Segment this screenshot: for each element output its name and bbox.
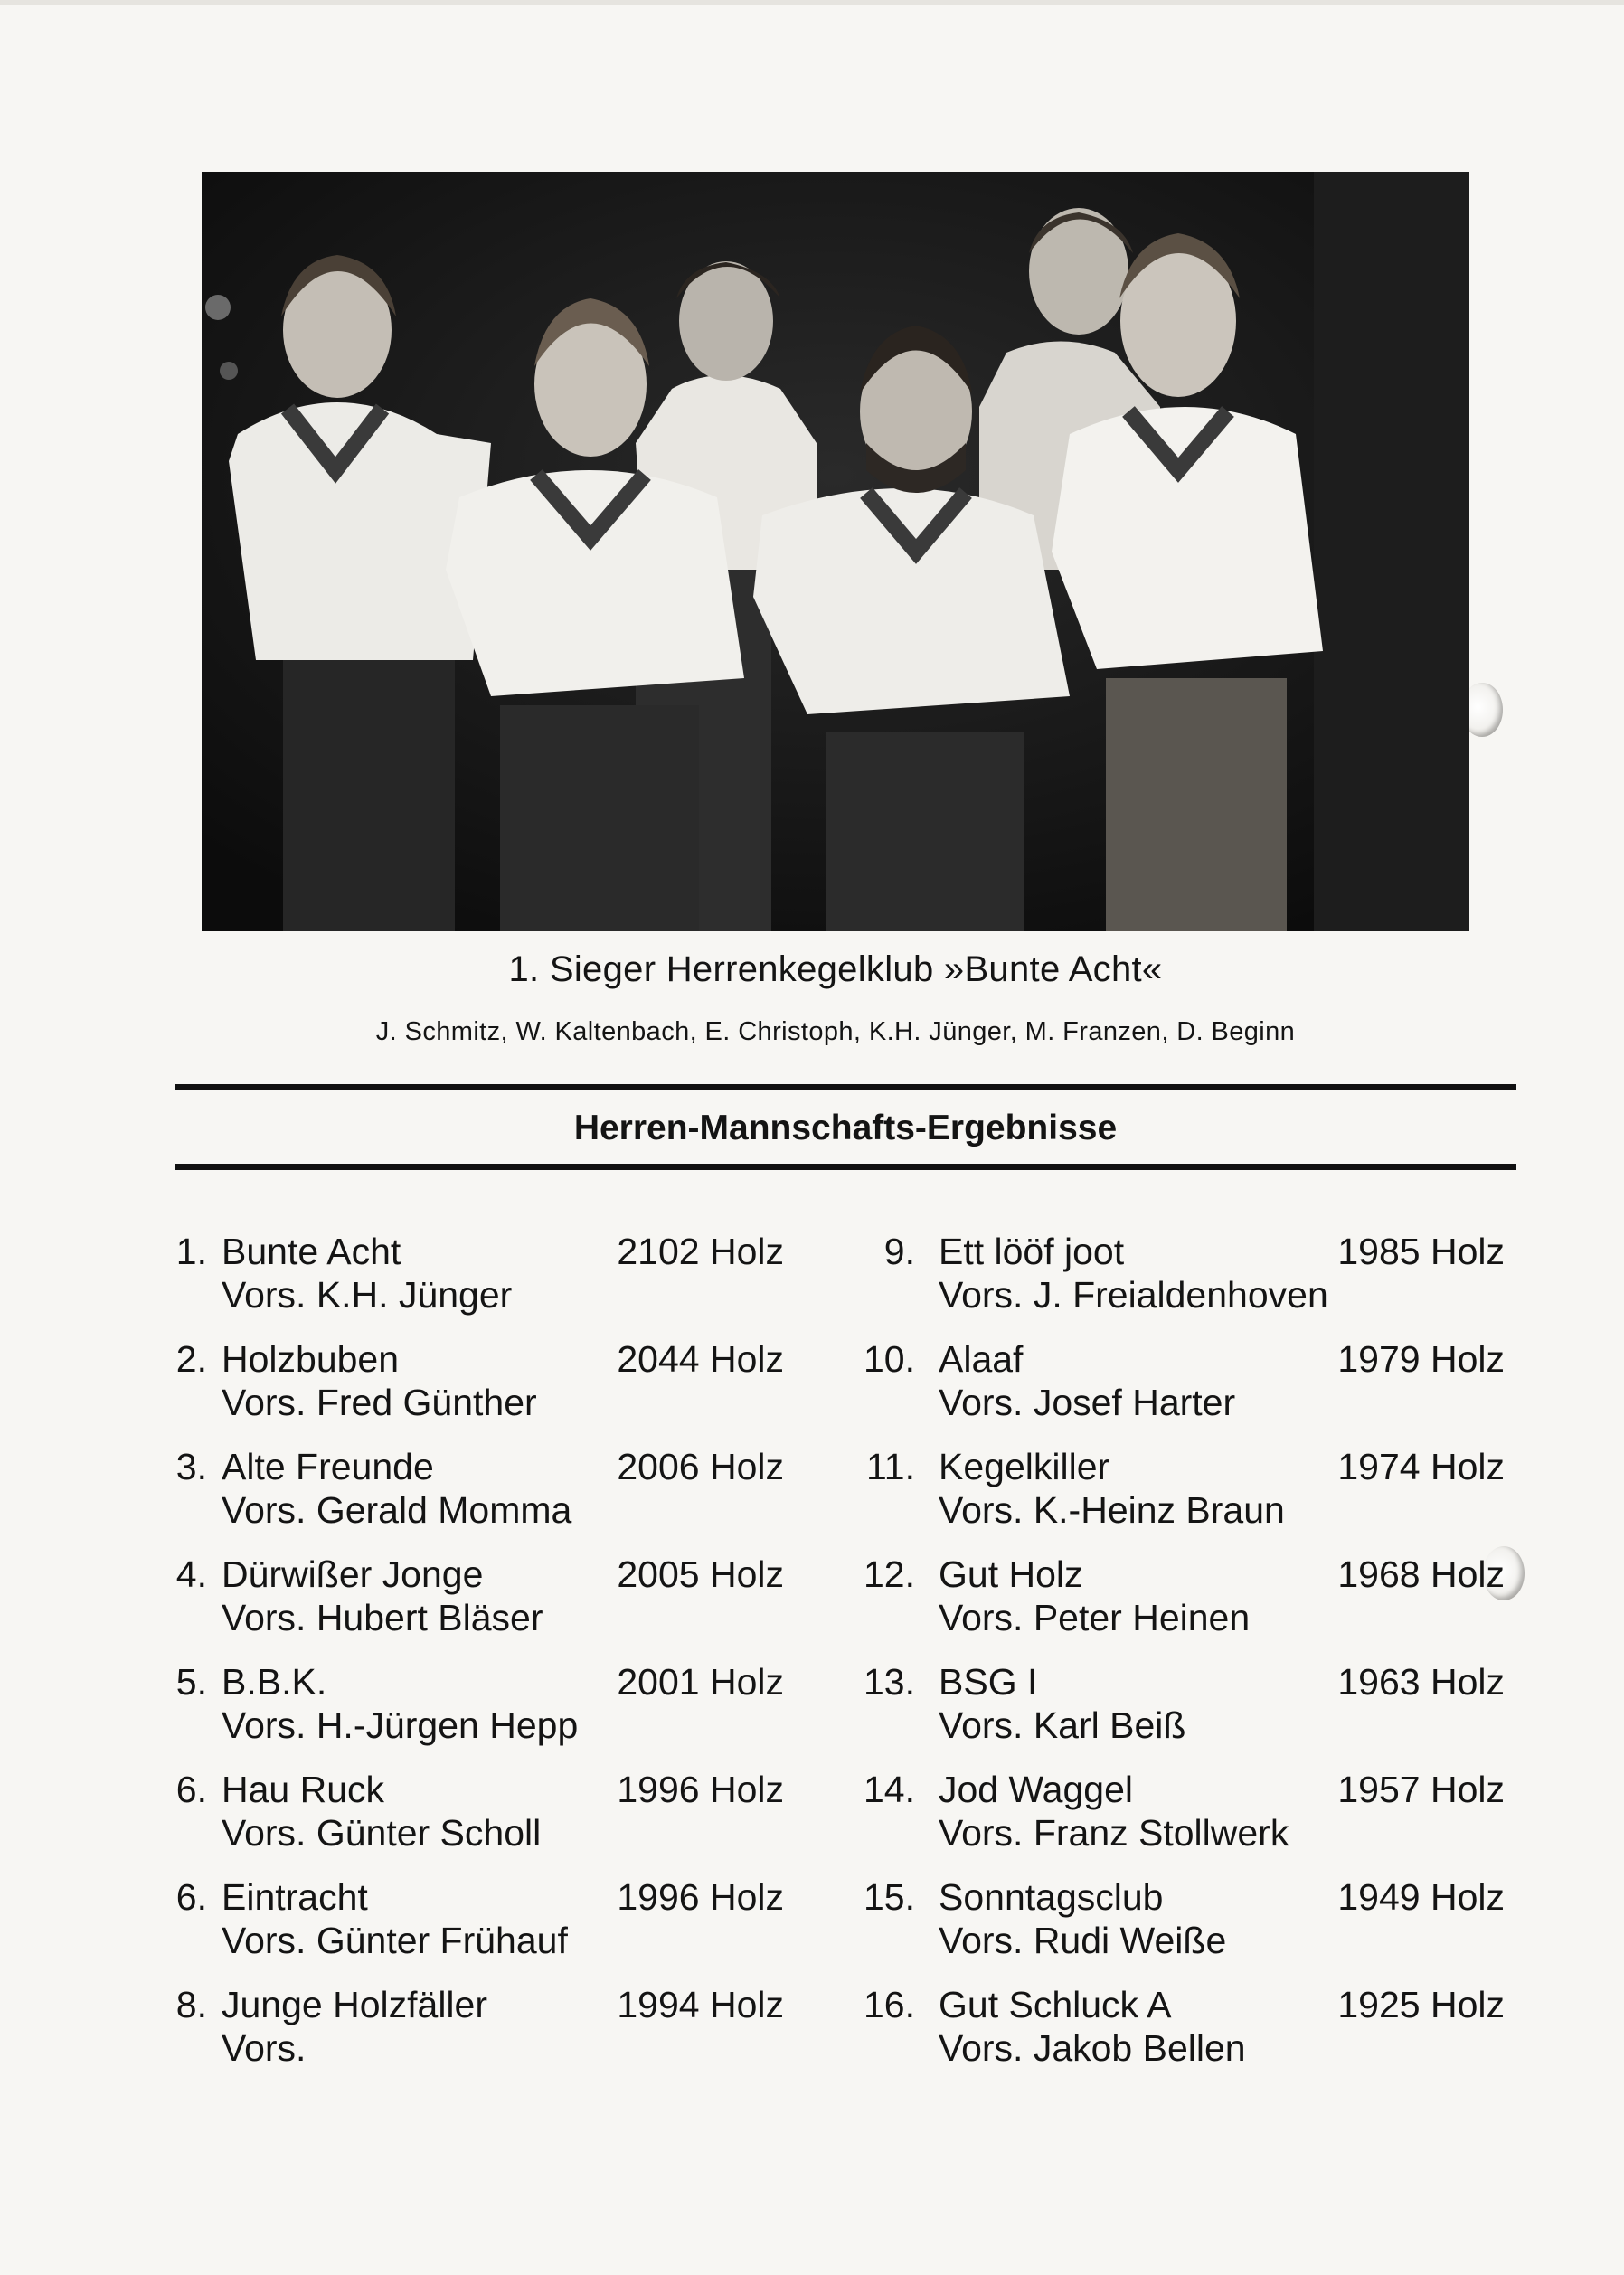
result-chairman: Vors. Günter Scholl [222, 1812, 542, 1854]
result-rank: 2. [175, 1338, 207, 1380]
result-chairman: Vors. Rudi Weiße [939, 1920, 1227, 1961]
result-chairman: Vors. Jakob Bellen [939, 2027, 1246, 2069]
result-team-name: Eintracht [222, 1876, 368, 1918]
result-rank: 14. [864, 1769, 915, 1810]
result-chairman: Vors. H.-Jürgen Hepp [222, 1704, 579, 1746]
result-chairman: Vors. Peter Heinen [939, 1597, 1251, 1638]
result-team-name: Kegelkiller [939, 1446, 1110, 1487]
result-chairman: Vors. Fred Günther [222, 1382, 537, 1423]
result-score: 2044 Holz [617, 1338, 784, 1380]
photo-caption-title: 1. Sieger Herrenkegelklub »Bunte Acht« [508, 949, 1163, 989]
result-rank: 16. [864, 1984, 915, 2025]
result-chairman: Vors. K.H. Jünger [222, 1274, 513, 1316]
result-entry [175, 1230, 789, 1337]
result-score: 2005 Holz [617, 1553, 784, 1595]
result-team-name: Jod Waggel [939, 1769, 1133, 1810]
result-score: 2006 Holz [617, 1446, 784, 1487]
result-rank: 10. [864, 1338, 915, 1380]
result-team-name: Junge Holzfäller [222, 1984, 487, 2025]
result-team-name: Dürwißer Jonge [222, 1553, 484, 1595]
result-chairman: Vors. Josef Harter [939, 1382, 1236, 1423]
result-entry [850, 1553, 1510, 1660]
result-score: 1963 Holz [1337, 1661, 1505, 1703]
result-entry [175, 1875, 789, 1983]
photo-caption-names: J. Schmitz, W. Kaltenbach, E. Christoph, K.H. Jünger, M. Franzen, D. Beginn [375, 1017, 1296, 1046]
result-score: 1996 Holz [617, 1876, 784, 1918]
result-team-name: Gut Holz [939, 1553, 1083, 1595]
result-rank: 6. [175, 1769, 207, 1810]
result-score: 1925 Holz [1337, 1984, 1505, 2025]
result-entry [175, 1983, 789, 2091]
result-chairman: Vors. Gerald Momma [222, 1489, 572, 1531]
result-team-name: Ett lööf joot [939, 1231, 1125, 1272]
result-chairman: Vors. Franz Stollwerk [939, 1812, 1289, 1854]
result-chairman: Vors. [222, 2027, 307, 2069]
result-entry [175, 1553, 789, 1660]
result-chairman: Vors. Günter Frühauf [222, 1920, 568, 1961]
result-team-name: BSG I [939, 1661, 1038, 1703]
result-score: 1957 Holz [1337, 1769, 1505, 1810]
result-rank: 4. [175, 1553, 207, 1595]
result-rank: 15. [864, 1876, 915, 1918]
results-column-right [850, 1230, 1510, 2091]
result-rank: 6. [175, 1876, 207, 1918]
result-chairman: Vors. Karl Beiß [939, 1704, 1186, 1746]
result-entry [850, 1983, 1510, 2091]
result-rank: 3. [175, 1446, 207, 1487]
result-rank: 9. [883, 1231, 915, 1272]
result-entry [850, 1660, 1510, 1768]
result-score: 1985 Holz [1337, 1231, 1505, 1272]
result-score: 1949 Holz [1337, 1876, 1505, 1918]
result-rank: 8. [175, 1984, 207, 2025]
result-rank: 12. [864, 1553, 915, 1595]
result-score: 2001 Holz [617, 1661, 784, 1703]
result-team-name: Alte Freunde [222, 1446, 434, 1487]
result-team-name: Gut Schluck A [939, 1984, 1172, 2025]
result-score: 2102 Holz [617, 1231, 784, 1272]
result-score: 1968 Holz [1337, 1553, 1505, 1595]
section-rule-bottom [175, 1164, 1516, 1170]
result-team-name: Alaaf [939, 1338, 1024, 1380]
result-entry [850, 1337, 1510, 1445]
result-score: 1994 Holz [617, 1984, 784, 2025]
result-entry [175, 1768, 789, 1875]
page-top-edge [0, 0, 1624, 5]
team-photo [202, 172, 1469, 931]
result-entry [175, 1660, 789, 1768]
result-team-name: Hau Ruck [222, 1769, 385, 1810]
result-entry [850, 1768, 1510, 1875]
result-score: 1974 Holz [1337, 1446, 1505, 1487]
results-column-left [175, 1230, 789, 2091]
section-rule-top [175, 1084, 1516, 1090]
section-title: Herren-Mannschafts-Ergebnisse [573, 1109, 1118, 1147]
result-entry [175, 1445, 789, 1553]
result-score: 1996 Holz [617, 1769, 784, 1810]
result-entry [850, 1230, 1510, 1337]
result-chairman: Vors. K.-Heinz Braun [939, 1489, 1285, 1531]
result-entry [175, 1337, 789, 1445]
result-chairman: Vors. J. Freialdenhoven [939, 1274, 1328, 1316]
result-rank: 13. [864, 1661, 915, 1703]
result-team-name: Sonntagsclub [939, 1876, 1164, 1918]
result-rank: 5. [175, 1661, 207, 1703]
result-team-name: B.B.K. [222, 1661, 327, 1703]
result-rank: 11. [866, 1446, 915, 1487]
result-score: 1979 Holz [1337, 1338, 1505, 1380]
result-team-name: Holzbuben [222, 1338, 400, 1380]
result-team-name: Bunte Acht [222, 1231, 401, 1272]
result-entry [850, 1445, 1510, 1553]
result-entry [850, 1875, 1510, 1983]
result-rank: 1. [175, 1231, 207, 1272]
result-chairman: Vors. Hubert Bläser [222, 1597, 543, 1638]
